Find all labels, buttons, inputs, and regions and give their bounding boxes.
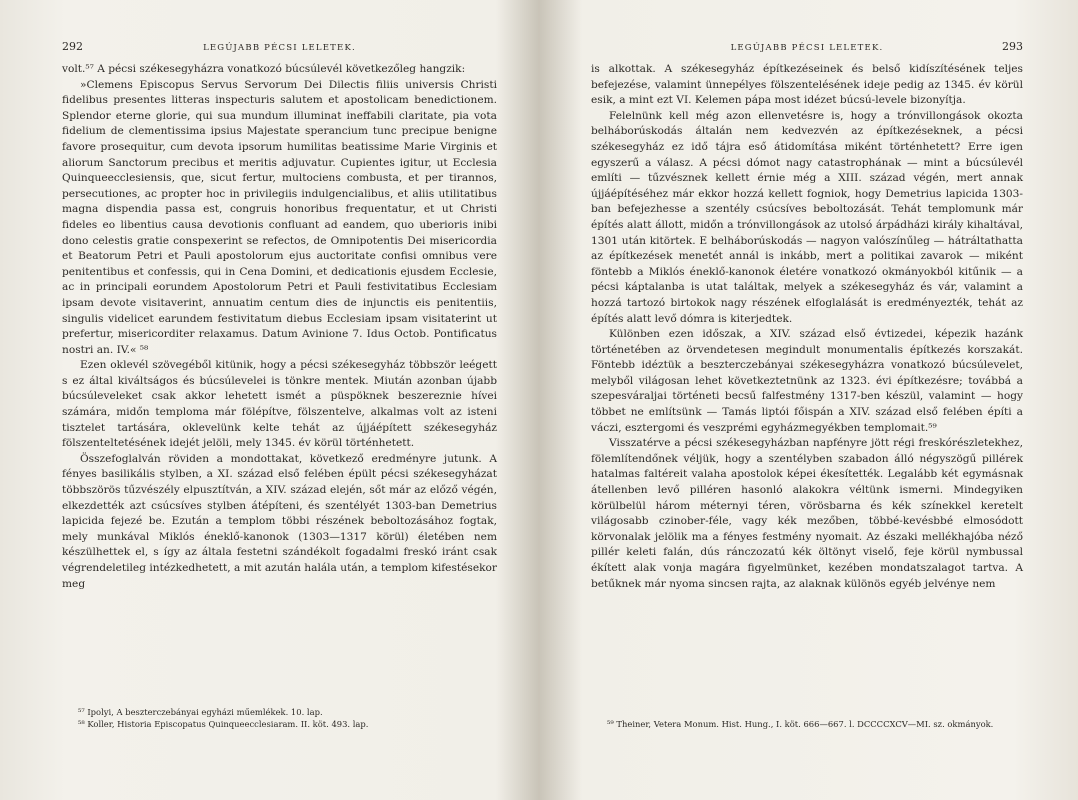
paragraph: Különben ezen időszak, a XIV. század első évtizedei, képezik hazánk történetében az örvendetesen megindult monumentalis építkezés korszakát. Föntebb idéztük a beszterczebányai székesegyházra vonatkozó búcsúlevelet, melyből világosan lehet következtetnünk az 1323. évi építkezésre; továbbá a szepesváraljai történeti becsű falfestmény 1317-ben készül, valamint — hogy többet ne említsünk — Tamás liptói főispán a XIV. század első felében építi a váczi, esztergomi és veszprémi egyházmegyékben templomait.⁵⁹ — [591, 328, 1023, 434]
paragraph: Összefoglalván röviden a mondottakat, következő eredményre jutunk. A fényes basilikális stylben, a XI. század első felében épült pécsi székesegyházat többszörös tűzvészély elpusztítván, a XIV. század elején, sőt már az előző végén, elkezdették azt csúcsíves stylben átépíteni, és szentélyét 1303-ban Demetrius lapicida fejezé be. Ezután a templom többi részének beboltozásához fogtak, mely munkával Miklós éneklő-kanonok (1303—1317 körül) életében nem készülhettek el, s így az általa festetni szándékolt fogadalmi freskó iránt csak végrendeletileg intézkedhetett, a mit azután halála után, a templom kifestésekor meg — [62, 452, 497, 590]
right-page — [539, 0, 1078, 800]
right-footnotes — [591, 719, 1023, 731]
right-page-number: 293 — [1002, 40, 1023, 53]
right-page-header — [591, 40, 1023, 62]
left-page-header — [62, 40, 497, 62]
left-footnotes — [62, 707, 497, 730]
footnote: ⁵⁷ Ipolyi, A beszterczebányai egyházi műemlékek. 10. lap. — [78, 707, 323, 717]
left-running-head: LEGÚJABB PÉCSI LELETEK. — [203, 43, 356, 53]
footnote: ⁵⁸ Koller, Historia Episcopatus Quinqueecclesiaram. II. köt. 493. lap. — [78, 718, 369, 729]
left-page-body — [62, 62, 497, 592]
right-running-head: LEGÚJABB PÉCSI LELETEK. — [730, 43, 884, 53]
left-page-number: 292 — [62, 40, 83, 53]
paragraph-latin-charter: »Clemens Episcopus Servus Servorum Dei Dilectis filiis universis Christi fidelibus presentes litteras inspecturis salutem et apostolicam benedictionem. Splendor eterne glorie, qui sua mundum illuminat ineffabili claritate, pia vota fidelium de clementissima ipsius Majestate sperancium tunc precipue benigne favore prosequitur, cum devota ipsorum humilitas beatissime Marie Virginis et aliorum Sanctorum precibus et meritis adjuvatur. Cupientes igitur, ut Ecclesia Quinqueecclesiensis, que, sicut fertur, multociens combusta, et per tirannos, persecutiones, ac propter hoc in privilegiis indulgencialibus, et aliis utilitatibus magna dispendia passa est, congruis honoribus frequentatur, et ut Christi fideles eo libentius causa devotionis confluant ad eandem, quo uberioris inibi dono celestis gratie conspexerint se refectos, de Omnipotentis Dei misericordia et Beatorum Petri et Pauli apostolorum ejus auctoritate confisi omnibus vere penitentibus et confessis, qui in Cena Domini, et dedicationis ejusdem Ecclesie, ac in principali eorundem Apostolorum Petri et Pauli festivitatibus Ecclesiam ipsam devote visitaverint, annuatim centum dies de injunctis eis penitentiis, singulis videlicet earundem festivitatum diebus Ecclesiam ipsam visitaterint ut prefertur, misericorditer relaxamus. Datum Avinione 7. Idus Octob. Pontificatus nostri an. IV.« ⁵⁸ — [62, 78, 497, 356]
paragraph: volt.⁵⁷ A pécsi székesegyházra vonatkozó búcsúlevél következőleg hangzik: — [62, 63, 466, 75]
paragraph: Visszatérve a pécsi székesegyházban napfényre jött régi freskórészletekhez, fölemlítendőnek véljük, hogy a szentélyben szabadon álló négyszögű pillérek hatalmas faltéreit valaha apostolok képei ékesítették. Legalább két egymásnak átellenben levő pilléren hasonló alakokra véltünk ismerni. Mindegyiken körülbelül három méternyi téren, vörösbarna és kék színekkel keretelt világosabb czinober-féle, vagy kék mezőben, többé-kevésbbé elmosódott körvonalak jelölik ma a fényes festmény nyomait. Az északi mellékhajóba néző pillér keleti falán, dús ránczozatú kék öltönyt viselő, feje körül nymbussal ékített alak vonja magára figyelmünket, kezében mondatszalagot tartva. A betűknek már nyoma sincsen rajta, az alaknak különös egyéb jelvénye nem — [591, 437, 1023, 590]
right-page-body — [591, 62, 1023, 592]
footnote: ⁵⁹ Theiner, Vetera Monum. Hist. Hung., I. köt. 666—667. l. DCCCCXCV—MI. sz. okmányok. — [607, 718, 994, 729]
paragraph: is alkottak. A székesegyház építkezéseinek és belső kidíszítésének teljes befejezése, valamint ünnepélyes fölszentelésének ideje pedig az 1345. év körül esik, a mint ezt VI. Kelemen pápa most idézet búcsú-levele bizonyítja. — [591, 63, 1023, 107]
paragraph: Ezen oklevél szövegéből kitünik, hogy a pécsi székesegyház többször leégett s ez által kiváltságos és búcsúlevelei is tönkre mentek. Miután azonban újabb búcsúleveleket csak akkor lehetett ismét a püspöknek beszereznie hívei számára, midőn temploma már fölépítve, fölszentelve, alkalmas volt az isteni tisztelet tartására, oklevelünk kelte tehát az újjáépített székesegyház fölszenteltetésének idejét jelöli, mely 1345. év körül történhetett. — [62, 359, 497, 450]
paragraph: Felelnünk kell még azon ellenvetésre is, hogy a trónvillongások okozta belháborúskodás általán nem kedvezvén az építkezéseknek, a pécsi székesegyház ez idő tájra eső átidomítása miként történhetett? Erre igen egyszerű a válasz. A pécsi dómot nagy catastrophának — mint a búcsúlevél említi — tűzvésznek kellett érnie még a XIII. század végén, mert annak újjáépítéséhez már ekkor hozzá kellett fogniok, hogy Demetrius lapicida 1303-ban befejezhesse a szentély csúcsíves beboltozását. Tehát templomunk már építés alatt állott, midőn a trónvillongások az utolsó árpádházi király kihaltával, 1301 után kitörtek. E belháborúskodás — nagyon valószínűleg — hátráltathatta az építkezések menetét annál is inkább, mert a politikai zavarok — miként föntebb a Miklós éneklő-kanonok életére vonatkozó okmányokból kitűnik — a pécsi káptalanba is utat találtak, melyek a székesegyház és vár, valamint a hozzá tartozó birtokok nagy részének elfoglalását is eredményezték, tehát az építés alatt levő dómra is kiterjedtek. — [591, 109, 1023, 325]
